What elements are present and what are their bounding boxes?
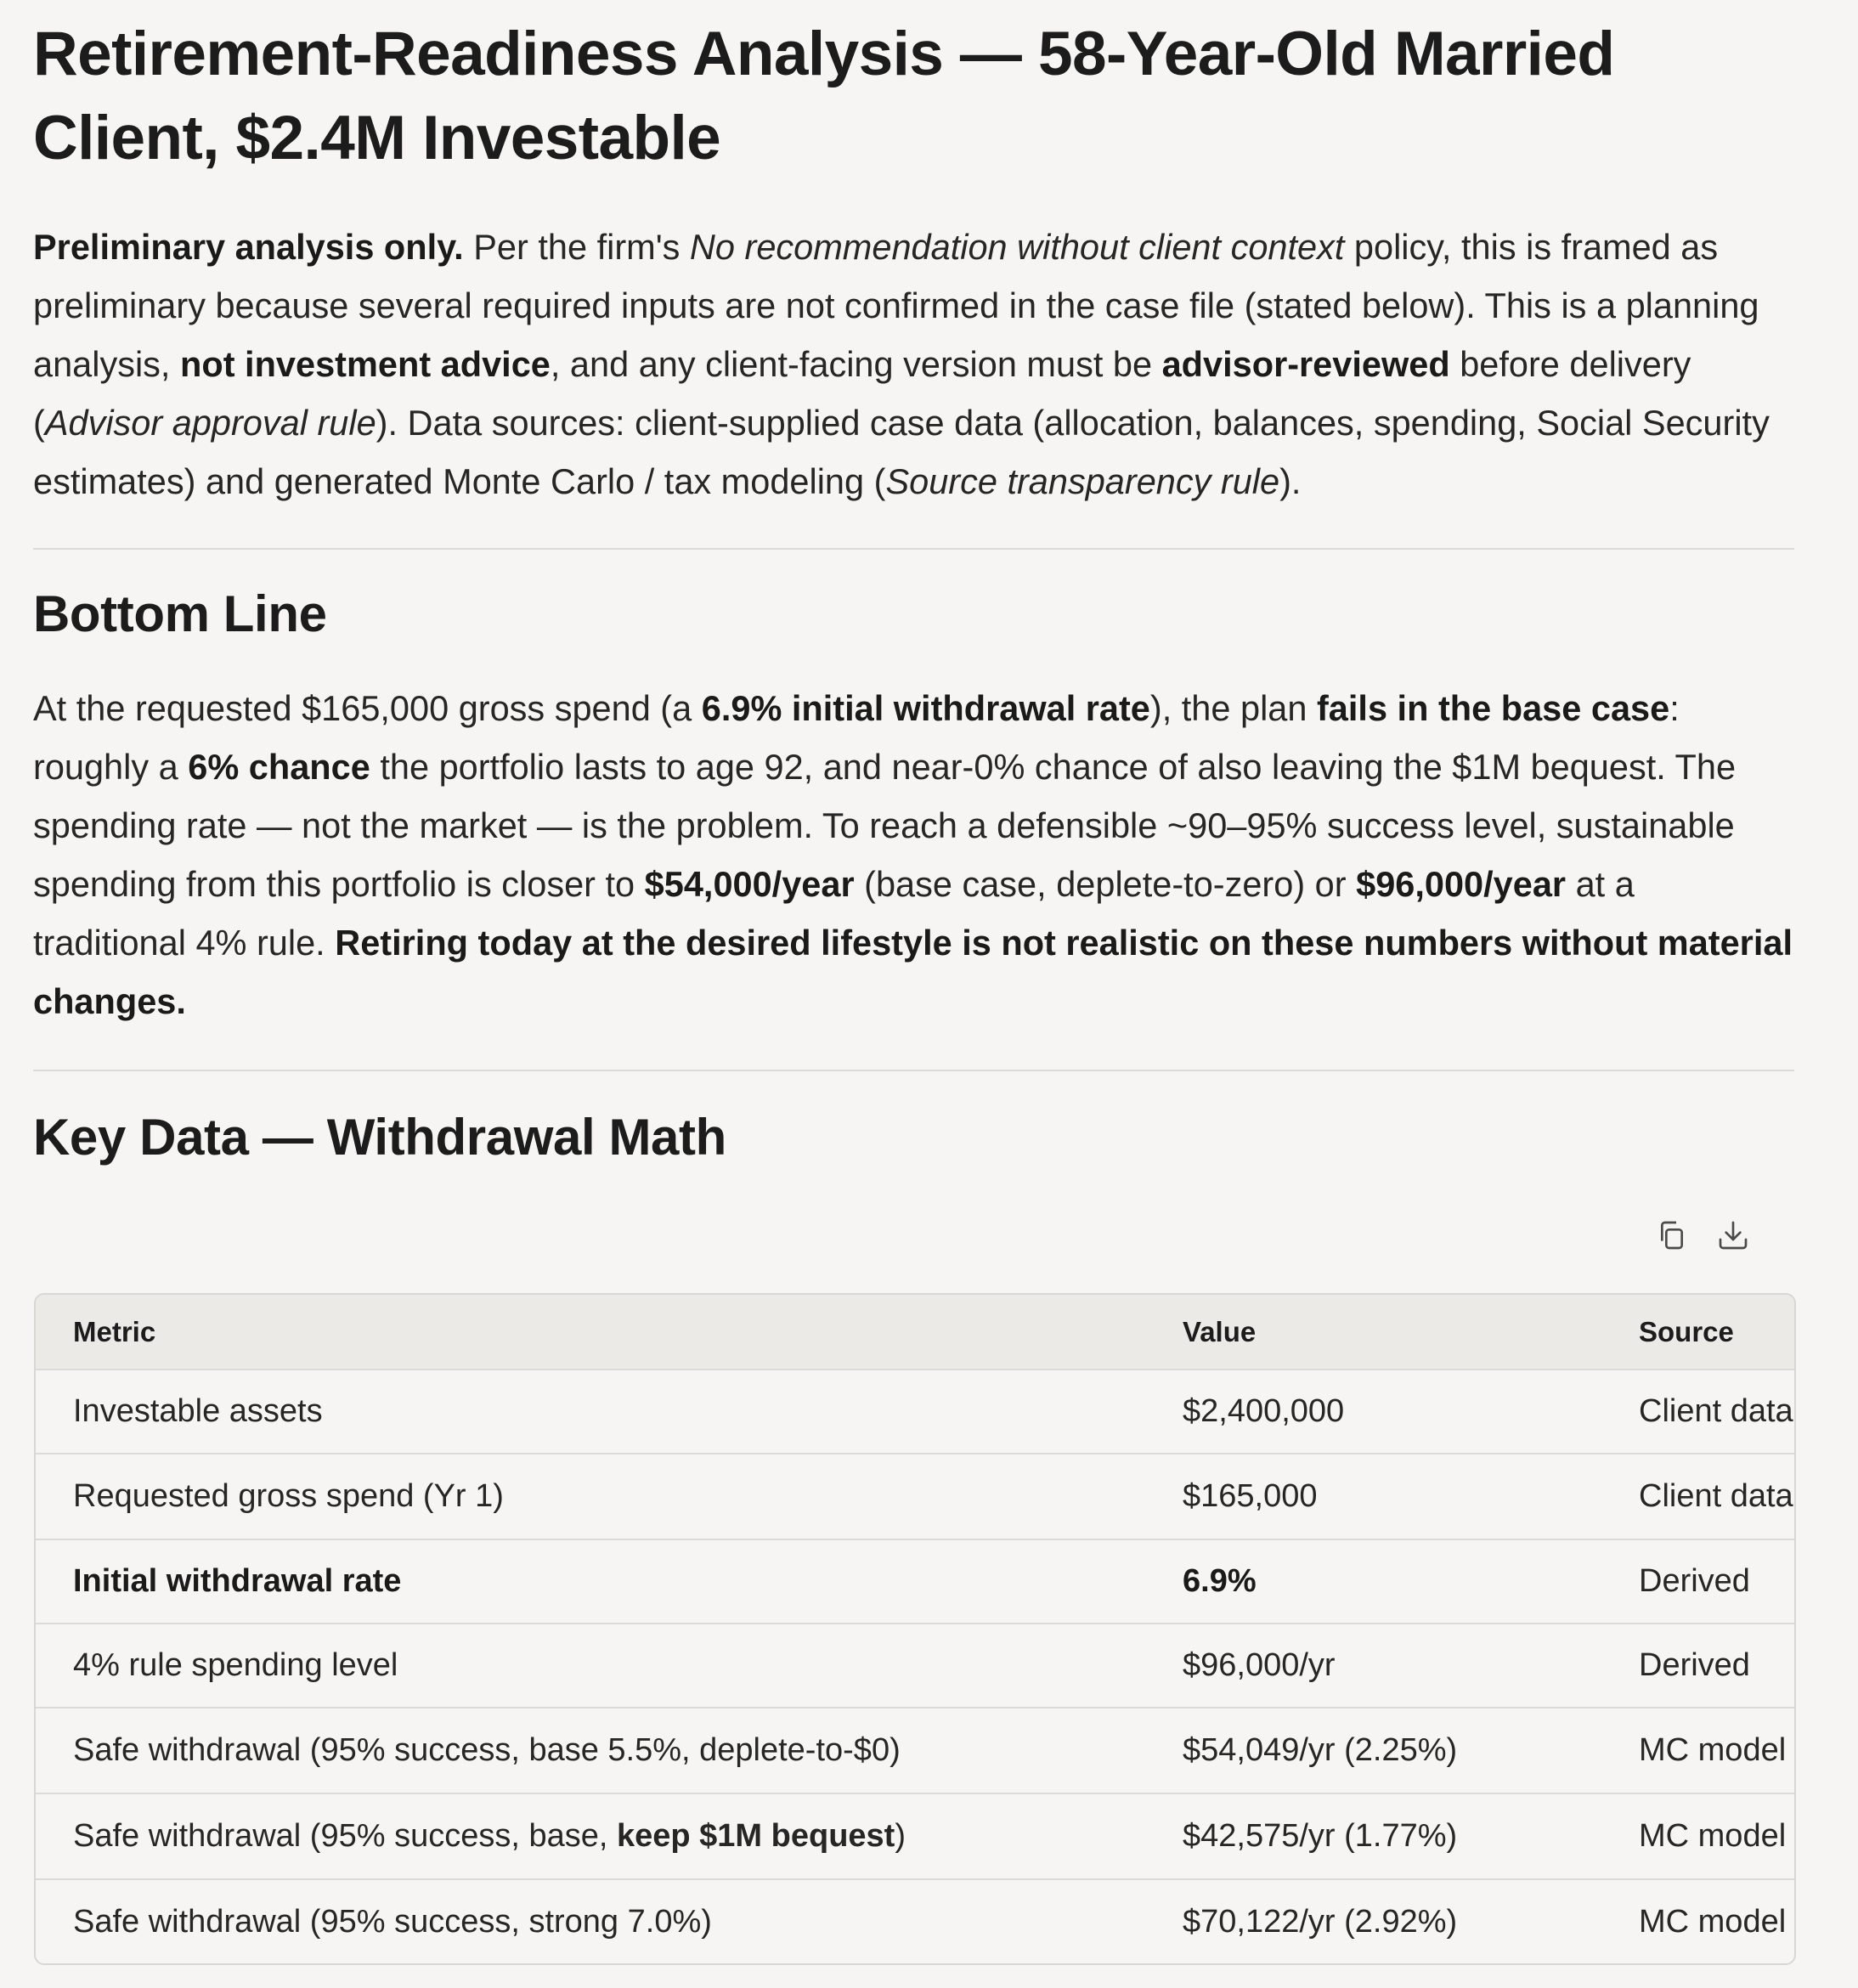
source-rule-name: Source transparency rule [885,461,1280,501]
intro-text: ). Data sources: client-supplied case data (allocation, balances, spending, Social Security estimates) and generated Monte Carlo / tax modeling ( [33,403,1770,501]
not-advice-emphasis: not investment advice [180,344,551,384]
metric-cell: Investable assets [73,1393,323,1429]
bottom-line-text: the portfolio lasts to age 92, and near-0% chance of also leaving the $1M bequest. The spending rate — not the market — is the problem. To reach a defensible ~90–95% success level, sustainable spending from this portfolio is closer to [33,747,1737,904]
table-row [36,1708,1794,1793]
value-cell: $42,575/yr (1.77%) [1183,1818,1458,1854]
value-cell: 6.9% [1183,1563,1257,1599]
withdrawal-math-table [34,1293,1796,1965]
intro-text: Per the firm's [463,227,690,267]
intro-text: policy, this is framed as preliminary because several required inputs are not confirmed in the case file (stated below). This is a planning analysis, [33,227,1759,384]
metric-cell: Safe withdrawal (95% success, base 5.5%, deplete-to-$0) [73,1732,901,1768]
bottom-line-text: at a traditional 4% rule. [33,864,1635,963]
download-icon [1716,1218,1750,1252]
value-cell: $54,049/yr (2.25%) [1183,1732,1458,1768]
bottom-line-text: ), the plan [1149,688,1317,728]
metric-text: Safe withdrawal (95% success, base, [73,1818,617,1854]
four-percent-emphasis: $96,000/year [1356,864,1567,904]
download-table-button[interactable] [1714,1217,1752,1254]
source-cell: Client data [1639,1393,1793,1429]
key-data-heading: Key Data — Withdrawal Math [33,1109,726,1166]
conclusion-emphasis: Retiring today at the desired lifestyle is not realistic on these numbers without material changes. [33,923,1793,1021]
bottom-line-text: (base case, deplete-to-zero) or [854,864,1357,904]
bequest-emphasis: keep $1M bequest [616,1818,895,1854]
metric-cell [36,1793,1145,1879]
table-row [36,1879,1794,1963]
value-cell: $96,000/yr [1183,1647,1336,1683]
intro-text: before delivery ( [33,344,1691,443]
column-header-metric: Metric [73,1315,156,1347]
advisor-rule-name: Advisor approval rule [44,403,376,443]
source-cell: MC model [1639,1732,1787,1768]
bottom-line-paragraph [33,679,1794,1031]
source-cell: Derived [1639,1647,1750,1683]
page-title: Retirement-Readiness Analysis — 58-Year-Old Married Client, $2.4M Investable [33,20,1615,172]
table-row [36,1624,1794,1708]
intro-text: , and any client-facing version must be [550,344,1162,384]
table-row [36,1454,1794,1539]
metric-cell: Safe withdrawal (95% success, strong 7.0%) [73,1903,712,1940]
table-toolbar [1653,1217,1752,1254]
source-cell: MC model [1639,1903,1787,1940]
table-header-row [36,1295,1794,1370]
chance-emphasis: 6% chance [188,747,370,787]
value-cell: $165,000 [1183,1478,1318,1514]
column-header-source: Source [1639,1315,1734,1347]
source-cell: MC model [1639,1818,1787,1854]
value-cell: $2,400,000 [1183,1393,1345,1429]
bottom-line-heading: Bottom Line [33,585,327,642]
policy-name: No recommendation without client context [689,227,1345,267]
table-row [36,1370,1794,1454]
table-row [36,1539,1794,1624]
source-cell: Client data [1639,1478,1793,1514]
divider [33,548,1794,550]
bottom-line-text: : roughly a [33,688,1680,787]
copy-icon [1655,1218,1689,1252]
withdrawal-rate-emphasis: 6.9% initial withdrawal rate [701,688,1150,728]
divider [33,1070,1794,1071]
fails-emphasis: fails in the base case [1316,688,1670,728]
bottom-line-text: At the requested $165,000 gross spend (a [33,688,702,728]
document [33,0,1794,1172]
intro-text: ). [1279,461,1302,501]
value-cell: $70,122/yr (2.92%) [1183,1903,1458,1940]
advisor-reviewed-emphasis: advisor-reviewed [1161,344,1450,384]
intro-lead: Preliminary analysis only. [33,227,464,267]
copy-table-button[interactable] [1653,1217,1691,1254]
sustainable-spend-emphasis: $54,000/year [644,864,855,904]
metric-cell: Requested gross spend (Yr 1) [73,1478,504,1514]
intro-paragraph [33,217,1794,511]
table-row [36,1793,1794,1879]
source-cell: Derived [1639,1563,1750,1599]
metric-cell: Initial withdrawal rate [73,1563,402,1599]
metric-text: ) [895,1818,906,1854]
column-header-value: Value [1183,1315,1257,1347]
metric-cell: 4% rule spending level [73,1647,398,1683]
